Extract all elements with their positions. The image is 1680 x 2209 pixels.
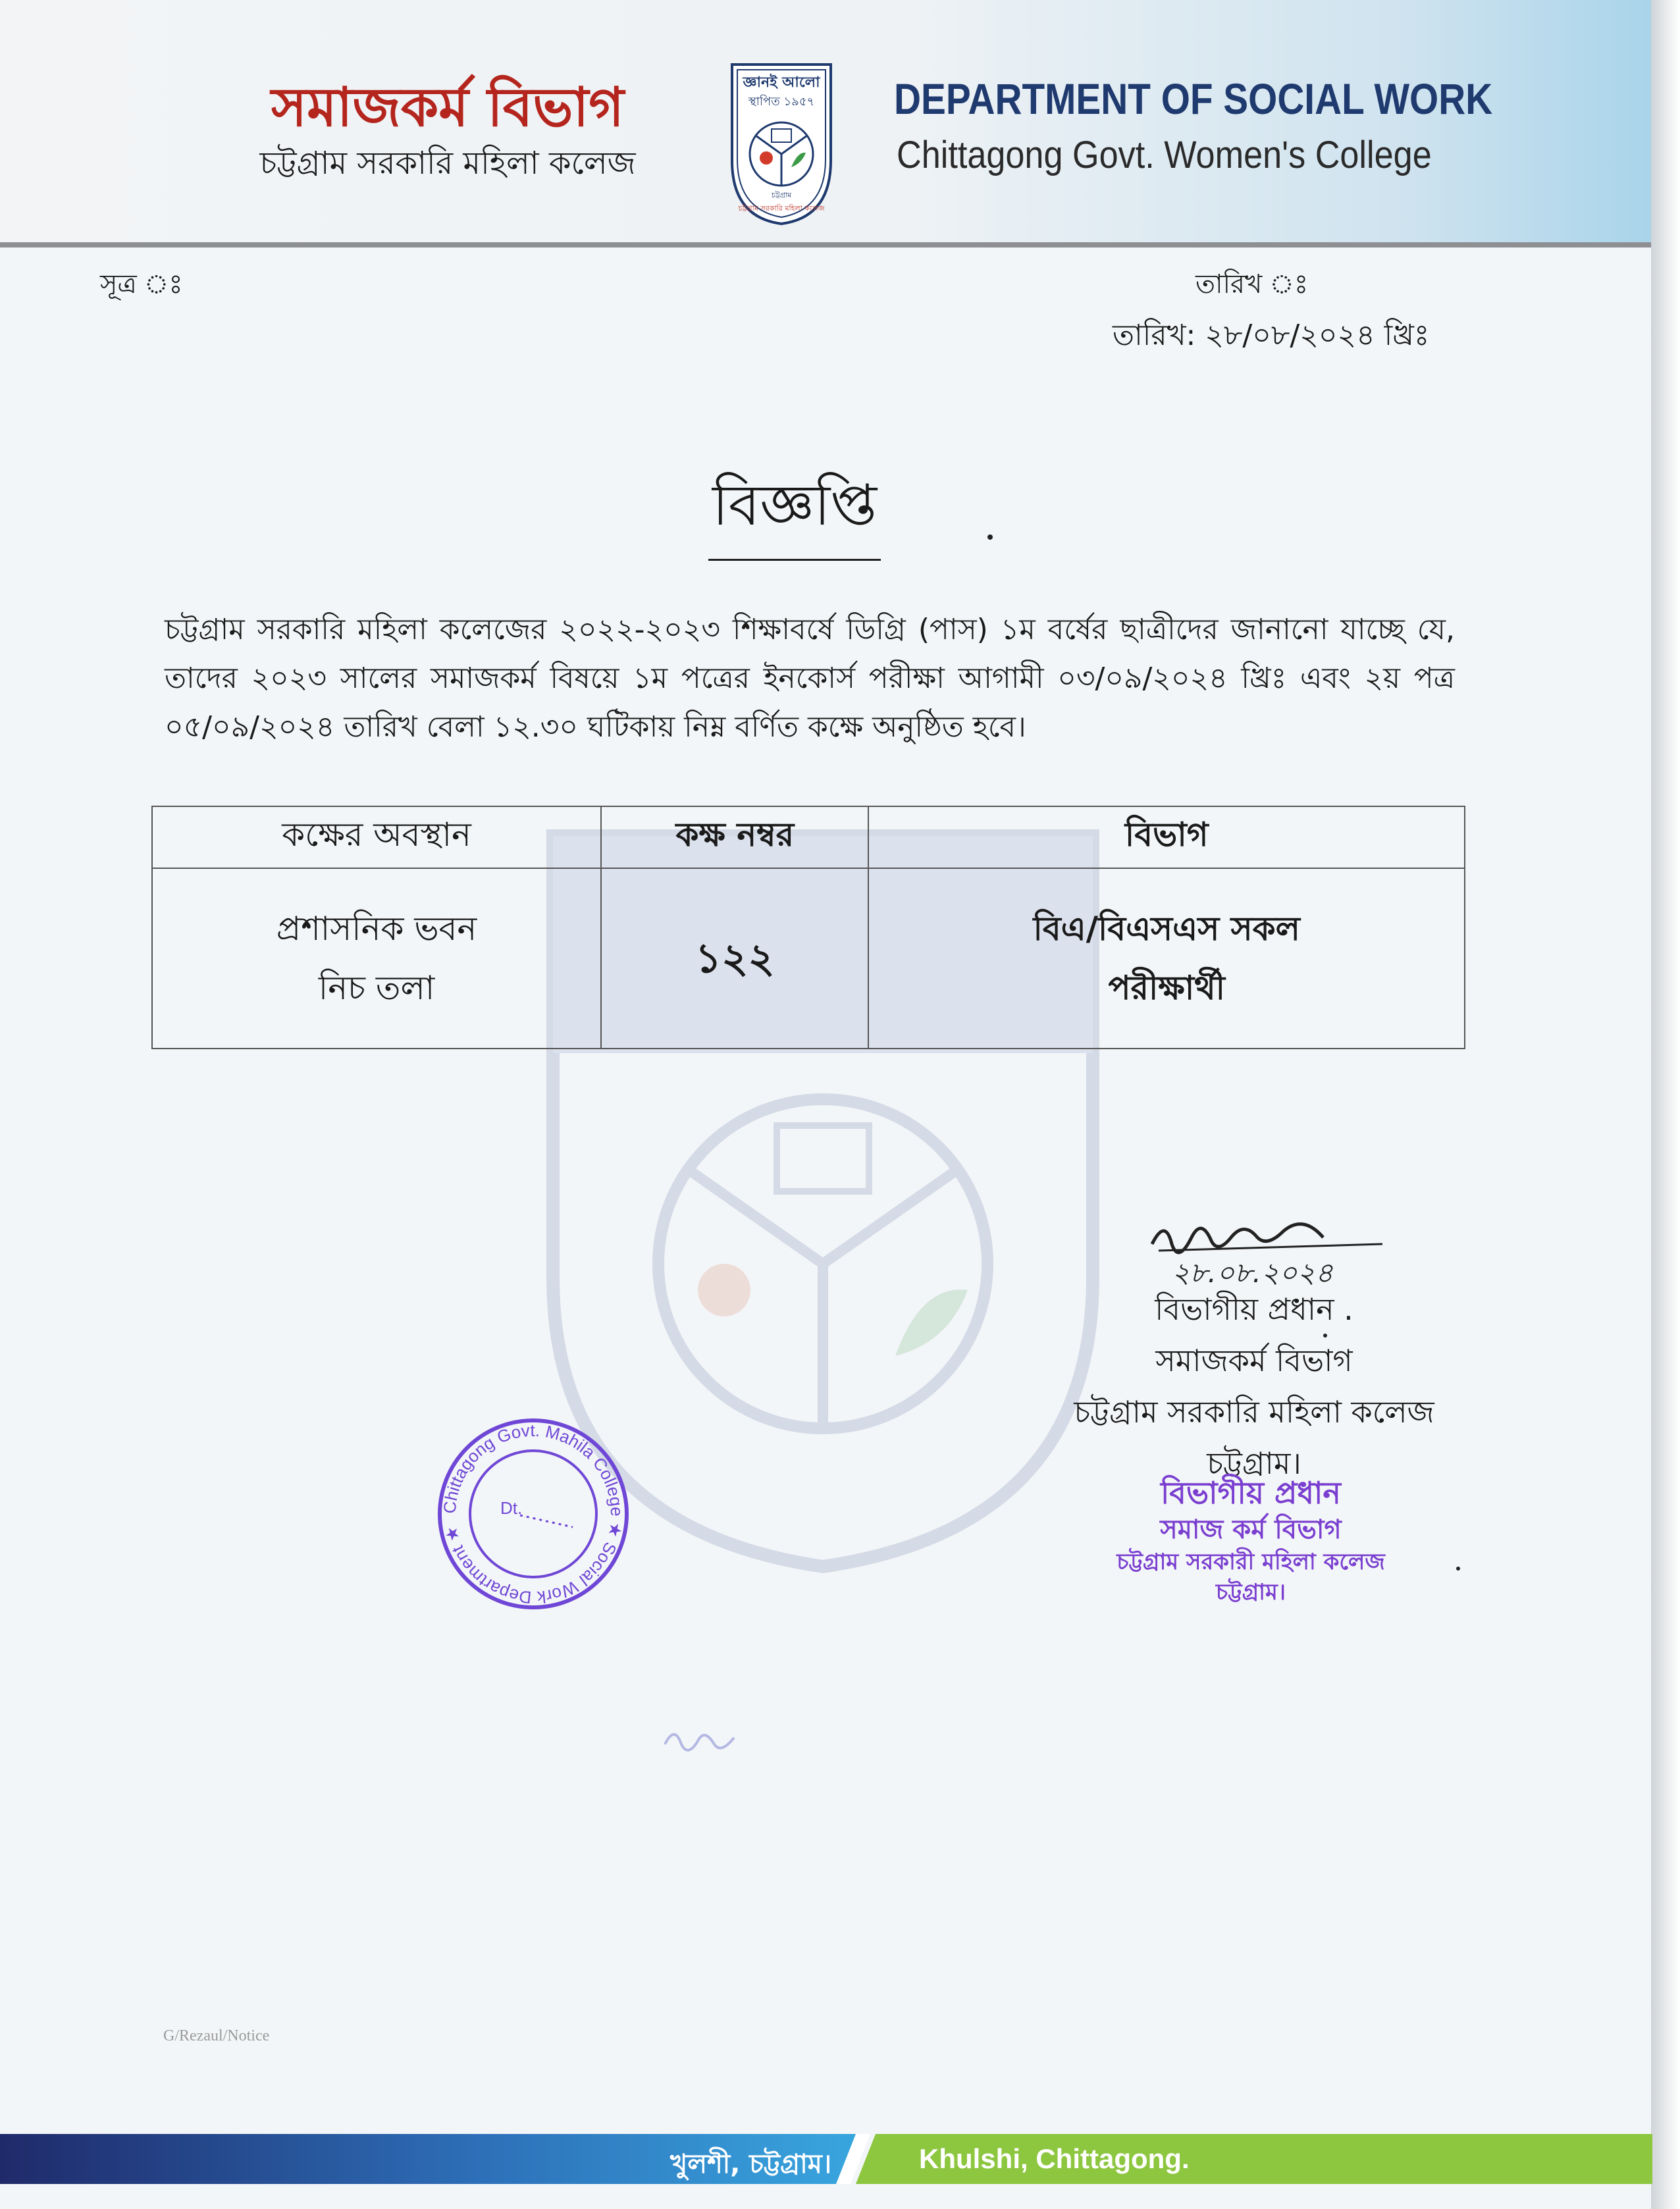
- faint-initials-mark: [658, 1711, 750, 1764]
- seal-center-text: Dt.: [500, 1498, 523, 1518]
- reference-label: সূত্র ঃ: [100, 269, 183, 299]
- signatory-title: বিভাগীয় প্রধান .: [1155, 1291, 1353, 1327]
- stamp-line-1: বিভাগীয় প্রধান: [1161, 1475, 1341, 1511]
- department-line-1: বিএ/বিএসএস সকল: [1033, 910, 1300, 948]
- bn-department-name: সমাজকর্ম বিভাগ: [271, 76, 624, 139]
- notice-body: চট্টগ্রাম সরকারি মহিলা কলেজের ২০২২-২০২৩ শিক্ষাবর্ষে ডিগ্রি (পাস) ১ম বর্ষের ছাত্রীদের জানানো যাচ্ছে যে, তাদের ২০২৩ সালের সমাজকর্ম বিষয়ে ১ম পত্রের ইনকোর্স পরীক্ষা আগামী ০৩/০৯/২০২৪ খ্রিঃ এবং ২য় পত্র ০৫/০৯/২০২৪ তারিখ বেলা ১২.৩০ ঘটিকায় নিম্ন বর্ণিত কক্ষে অনুষ্ঠিত হবে।: [165, 613, 1455, 744]
- issue-date: তারিখ: ২৮/০৮/২০২৪ খ্রিঃ: [1113, 319, 1430, 352]
- ink-speck: [987, 534, 993, 540]
- en-college-name: Chittagong Govt. Women's College: [897, 134, 1432, 176]
- col-header-room: কক্ষ নম্বর: [601, 806, 868, 868]
- table-row: [152, 868, 1465, 1049]
- cell-location: [152, 868, 601, 1049]
- cell-department: [868, 868, 1465, 1049]
- seal-ring-text: Chittagong Govt. Mahila College ★ Social Work Department ★: [439, 1420, 627, 1608]
- date-label: তারিখ ঃ: [1195, 269, 1309, 299]
- notice-title: বিজ্ঞপ্তি: [708, 462, 881, 561]
- location-line-2: নিচ তলা: [318, 969, 435, 1007]
- ink-speck: [1456, 1567, 1460, 1571]
- department-round-seal: [434, 1415, 632, 1613]
- college-logo: [728, 62, 835, 226]
- cell-room-number: ১২২: [601, 868, 868, 1049]
- stamp-line-4: চট্টগ্রাম।: [1215, 1579, 1286, 1605]
- letterhead-rule: [0, 242, 1652, 247]
- bn-college-name: চট্টগ্রাম সরকারি মহিলা কলেজ: [259, 145, 636, 182]
- signature-date: ২৮.০৮.২০২৪: [1172, 1257, 1334, 1289]
- signatory-department: সমাজকর্ম বিভাগ: [1155, 1343, 1353, 1378]
- en-department-name: DEPARTMENT OF SOCIAL WORK: [894, 74, 1493, 123]
- footer-en-address: Khulshi, Chittagong.: [919, 2143, 1190, 2174]
- ink-speck: [1323, 1334, 1327, 1338]
- table-header-row: [152, 806, 1465, 868]
- footer-bn-address: খুলশী, চট্টগ্রাম।: [670, 2149, 832, 2179]
- col-header-department: বিভাগ: [868, 806, 1465, 868]
- signature-block: [1040, 1284, 1468, 1489]
- signatory-city: চট্টগ্রাম।: [1207, 1445, 1301, 1481]
- stamp-line-2: সমাজ কর্ম বিভাগ: [1160, 1514, 1342, 1545]
- department-line-2: পরীক্ষার্থী: [1108, 969, 1225, 1007]
- logo-ring-text: চট্টগ্রাম সরকারি মহিলা কলেজ: [738, 204, 825, 213]
- logo-motto: জ্ঞানই আলো: [743, 74, 820, 91]
- scan-edge: [1651, 0, 1680, 2209]
- document-code: G/Rezaul/Notice: [163, 2027, 270, 2044]
- col-header-location: কক্ষের অবস্থান: [152, 806, 601, 868]
- signature-scribble: [1145, 1205, 1396, 1290]
- exam-room-table: [151, 806, 1465, 1049]
- stamp-line-3: চট্টগ্রাম সরকারী মহিলা কলেজ: [1116, 1549, 1385, 1575]
- designation-stamp: [1080, 1473, 1422, 1607]
- signatory-college: চট্টগ্রাম সরকারি মহিলা কলেজ: [1074, 1394, 1434, 1430]
- logo-city: চট্টগ্রাম: [771, 191, 792, 199]
- location-line-1: প্রশাসনিক ভবন: [276, 910, 477, 948]
- logo-established: স্থাপিত ১৯৫৭: [748, 95, 815, 109]
